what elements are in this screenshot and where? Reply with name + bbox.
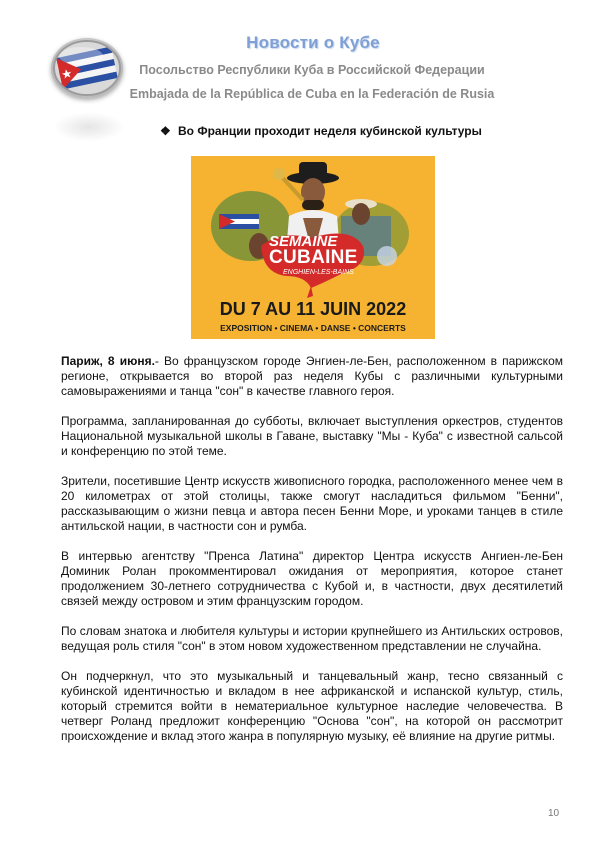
dateline: Париж, 8 июня. bbox=[61, 354, 155, 368]
article-headline bbox=[160, 124, 540, 138]
embassy-name-spanish: Embajada de la República de Cuba en la Federación de Rusia bbox=[129, 87, 495, 101]
poster-title-location: ENGHIEN-LES-BAINS bbox=[283, 269, 354, 276]
page-number: 10 bbox=[548, 808, 560, 819]
article-paragraph bbox=[61, 414, 563, 459]
cuba-flag-icon bbox=[51, 38, 123, 98]
newsletter-title: Новости о Кубе bbox=[246, 33, 380, 52]
article-paragraph bbox=[61, 354, 563, 399]
article-paragraph bbox=[61, 474, 563, 534]
paragraph-text: По словам знатока и любителя культуры и истории крупнейшего из Антильских островов, ведущая роль стиля "сон" в этом новом художественном представлении не случайна. bbox=[61, 624, 563, 653]
article-paragraph bbox=[61, 669, 563, 744]
paragraph-text: Зрители, посетившие Центр искусств живописного городка, расположенного менее чем в 20 километрах от этой столицы, также смогут насладиться фильмом "Бенни", рассказывающим о жизни певца и автора песен Бенни Море, и уроками танцев в стиле антильской нации, в частности сон и румба. bbox=[61, 474, 563, 533]
poster-title-cubaine: CUBAINE bbox=[269, 247, 358, 268]
article-paragraph bbox=[61, 624, 563, 654]
paragraph-text: Он подчеркнул, что это музыкальный и танцевальный жанр, тесно связанный с кубинской идентичностью и вкладом в нее африканской и испанской культур, стиль, который стремится войти в нематериальное культурное наследие человечества. В четверг Роланд предложит конференцию "Основа "сон", на которой он рассмотрит происхождение и вклад этого жанра в популярную музыку, её влияние на другие ритмы. bbox=[61, 669, 563, 743]
paragraph-text: Программа, запланированная до субботы, включает выступления оркестров, студентов Национальной музыкальной школы в Гаване, выставку "Мы - Куба" с известной сальсой и конференцию по этой теме. bbox=[61, 414, 563, 458]
event-poster bbox=[191, 156, 435, 339]
paragraph-text: - Во французском городе Энгиен-ле-Бен, расположенном в парижском регионе, открывается во второй раз неделя Кубы с различными культурными самовыражениями и танца "сон" в качестве главного героя. bbox=[61, 354, 563, 398]
poster-tagline: EXPOSITION • CINEMA • DANSE • CONCERTS bbox=[220, 323, 406, 333]
article-paragraph bbox=[61, 549, 563, 609]
cuba-flag-logo bbox=[51, 38, 123, 98]
paragraph-text: В интервью агентству "Пренса Латина" директор Центра искусств Ангиен-ле-Бен Доминик Ролан прокомментировал ожидания от мероприятия, которое станет продолжением 30-летнего сотрудничества с Кубой и, в частности, двух десятилетий связей между островом и этим французским городом. bbox=[61, 549, 563, 608]
embassy-name-russian: Посольство Республики Куба в Российской Федерации bbox=[139, 63, 485, 77]
article-body bbox=[61, 354, 563, 759]
poster-date: DU 7 AU 11 JUIN 2022 bbox=[219, 299, 407, 319]
diamond-bullet-icon: ❖ bbox=[160, 124, 171, 138]
headline-text: Во Франции проходит неделя кубинской культуры bbox=[178, 124, 482, 138]
logo-reflection bbox=[53, 112, 125, 142]
poster-title-semaine: SEMAINE bbox=[269, 233, 338, 250]
